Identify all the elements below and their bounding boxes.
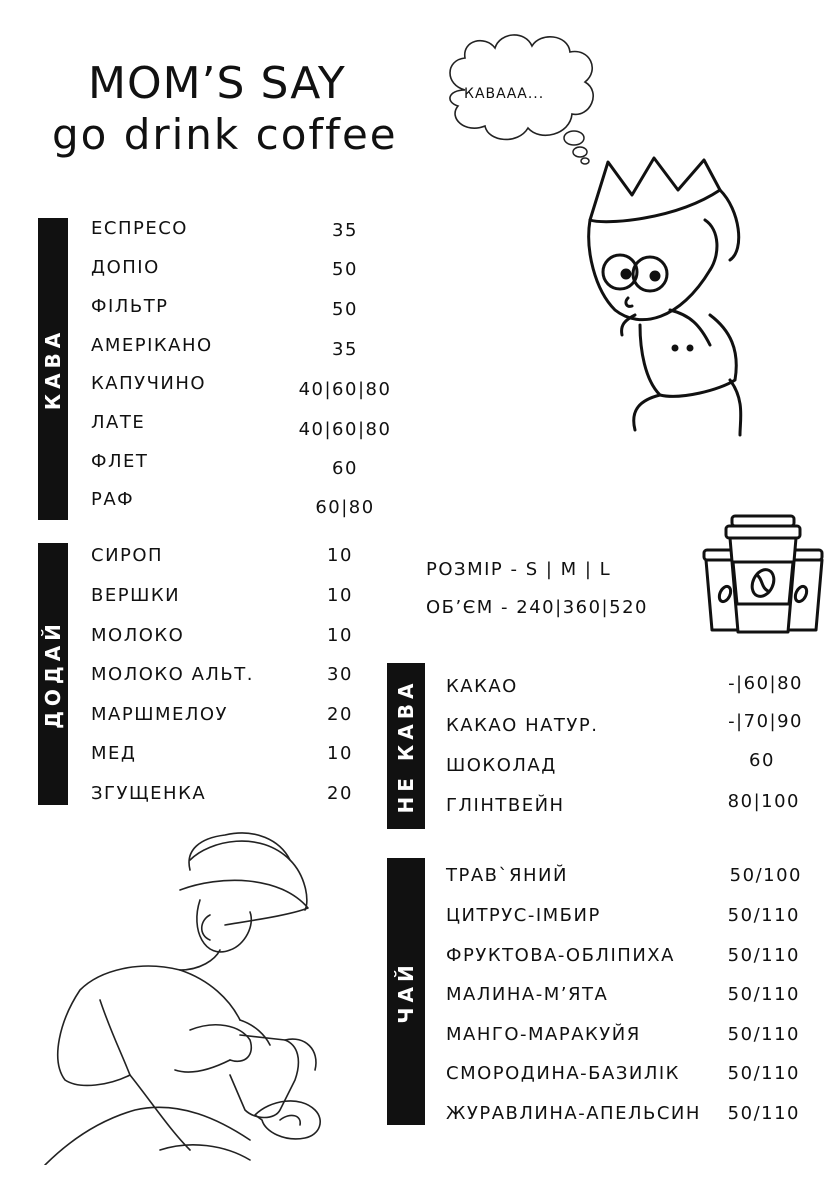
menu-item-price: 50	[332, 259, 358, 280]
size-info: РОЗМІР - S | M | L	[426, 559, 612, 580]
menu-item-name: ЕСПРЕСО	[91, 218, 188, 239]
menu-item-price: 40|60|80	[298, 419, 392, 440]
menu-item-price: 50/110	[727, 945, 800, 966]
menu-item-price: 10	[327, 743, 353, 764]
menu-item-name: ЛАТЕ	[91, 412, 146, 433]
menu-item-price: 40|60|80	[298, 379, 392, 400]
menu-item-name: ДОПІО	[91, 257, 160, 278]
menu-item-price: 50/110	[727, 1063, 800, 1084]
barista-line-art-icon	[40, 820, 340, 1165]
section-label-tea: ЧАЙ	[387, 858, 425, 1125]
menu-item-name: МЕД	[91, 743, 137, 764]
menu-item-name: МАРШМЕЛОУ	[91, 704, 229, 725]
menu-item-name: КАКАО НАТУР.	[446, 715, 599, 736]
menu-item-name: АМЕРІКАНО	[91, 335, 213, 356]
menu-item-price: 50/110	[727, 1103, 800, 1124]
menu-item-price: 35	[332, 220, 358, 241]
menu-item-price: 60	[332, 458, 358, 479]
section-label-coffee: КАВА	[38, 218, 68, 520]
menu-item-name: ЦИТРУС-ІМБИР	[446, 905, 601, 926]
coffee-cups-icon	[698, 512, 828, 637]
menu-item-price: 30	[327, 664, 353, 685]
menu-item-name: РАФ	[91, 489, 135, 510]
menu-item-price: 50/110	[727, 1024, 800, 1045]
menu-item-name: ФІЛЬТР	[91, 296, 169, 317]
menu-item-price: -|70|90	[728, 711, 803, 732]
menu-item-name: ШОКОЛАД	[446, 755, 557, 776]
menu-item-name: МОЛОКО АЛЬТ.	[91, 664, 254, 685]
menu-item-price: 20	[327, 704, 353, 725]
thought-bubble-text: КАВААА...	[464, 86, 545, 102]
menu-item-price: 50/110	[727, 984, 800, 1005]
menu-item-price: -|60|80	[728, 673, 803, 694]
menu-item-name: ЗГУЩЕНКА	[91, 783, 207, 804]
brand-slogan: go drink coffee	[52, 110, 398, 159]
menu-item-price: 50/100	[729, 865, 802, 886]
menu-item-name: МАЛИНА-М’ЯТА	[446, 984, 609, 1005]
menu-item-name: ТРАВ`ЯНИЙ	[446, 865, 568, 886]
cartoon-character-icon	[580, 150, 760, 440]
menu-item-price: 10	[327, 585, 353, 606]
menu-item-price: 20	[327, 783, 353, 804]
menu-item-price: 10	[327, 625, 353, 646]
section-label-addons: ДОДАЙ	[38, 543, 68, 805]
menu-item-price: 50/110	[727, 905, 800, 926]
menu-item-name: ЖУРАВЛИНА-АПЕЛЬСИН	[446, 1103, 701, 1124]
menu-item-price: 60|80	[315, 497, 375, 518]
section-label-not-coffee: НЕ КАВА	[387, 663, 425, 829]
menu-item-name: СИРОП	[91, 545, 164, 566]
menu-item-price: 80|100	[727, 791, 800, 812]
menu-item-name: ГЛІНТВЕЙН	[446, 795, 565, 816]
menu-item-name: ФЛЕТ	[91, 451, 149, 472]
menu-item-price: 50	[332, 299, 358, 320]
menu-item-name: СМОРОДИНА-БАЗИЛІК	[446, 1063, 680, 1084]
menu-item-name: КАКАО	[446, 676, 518, 697]
menu-item-name: ФРУКТОВА-ОБЛІПИХА	[446, 945, 675, 966]
menu-item-name: МОЛОКО	[91, 625, 185, 646]
volume-info: ОБ’ЄМ - 240|360|520	[426, 597, 648, 618]
menu-item-name: МАНГО-МАРАКУЙЯ	[446, 1024, 641, 1045]
menu-item-name: ВЕРШКИ	[91, 585, 181, 606]
menu-item-price: 10	[327, 545, 353, 566]
menu-item-price: 60	[749, 750, 775, 771]
brand-title: MOM’S SAY	[88, 58, 346, 109]
menu-item-price: 35	[332, 339, 358, 360]
menu-item-name: КАПУЧИНО	[91, 373, 207, 394]
